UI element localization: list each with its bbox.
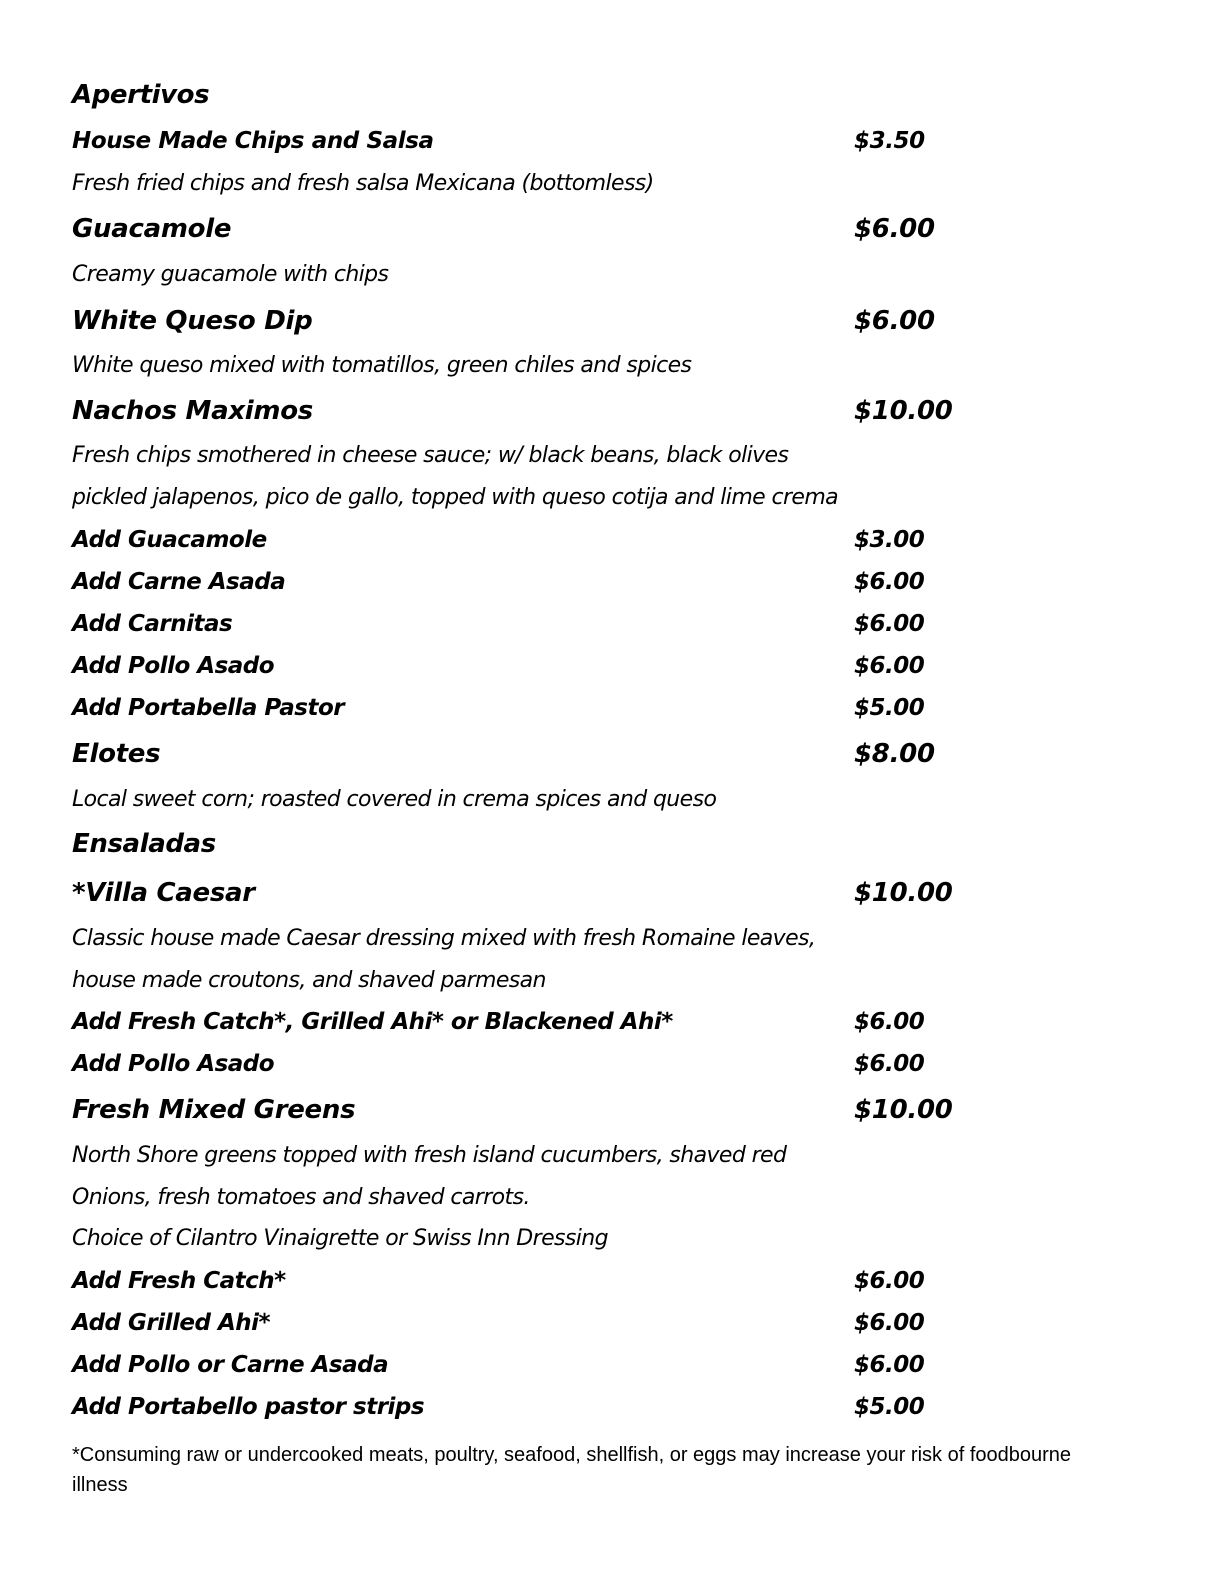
- item-description: Fresh chips smothered in cheese sauce; w/ black beans, black olives: [72, 443, 789, 468]
- addon-name: Add Portabello pastor strips: [72, 1394, 425, 1420]
- item-name: White Queso Dip: [72, 306, 313, 336]
- item-price: $10.00: [854, 1095, 953, 1125]
- item-price: $6.00: [854, 214, 935, 244]
- addon-name: Add Pollo Asado: [72, 1051, 275, 1077]
- addon-price: $6.00: [854, 1268, 925, 1294]
- item-price: $8.00: [854, 739, 935, 769]
- item-description: Classic house made Caesar dressing mixed with fresh Romaine leaves,: [72, 926, 816, 951]
- item-name: Guacamole: [72, 214, 232, 244]
- item-price: $10.00: [854, 396, 953, 426]
- addon-price: $5.00: [854, 1394, 925, 1420]
- addon-name: Add Fresh Catch*: [72, 1268, 286, 1294]
- addon-name: Add Carnitas: [72, 611, 233, 637]
- addon-price: $6.00: [854, 611, 925, 637]
- food-safety-footnote: *Consuming raw or undercooked meats, poultry, seafood, shellfish, or eggs may increase your risk of foodbourne illness: [72, 1444, 1072, 1496]
- addon-name: Add Fresh Catch*, Grilled Ahi* or Blackened Ahi*: [72, 1009, 673, 1035]
- addon-name: Add Pollo or Carne Asada: [72, 1352, 389, 1378]
- item-description: Local sweet corn; roasted covered in crema spices and queso: [72, 787, 717, 812]
- item-price: $10.00: [854, 878, 953, 908]
- addon-name: Add Grilled Ahi*: [72, 1310, 271, 1336]
- item-description: pickled jalapenos, pico de gallo, topped with queso cotija and lime crema: [72, 485, 839, 510]
- item-description: Creamy guacamole with chips: [72, 262, 389, 287]
- addon-name: Add Portabella Pastor: [72, 695, 345, 721]
- addon-price: $5.00: [854, 695, 925, 721]
- addon-price: $6.00: [854, 1051, 925, 1077]
- addon-price: $3.00: [854, 527, 925, 553]
- addon-name: Add Carne Asada: [72, 569, 286, 595]
- item-name: Fresh Mixed Greens: [72, 1095, 356, 1125]
- addon-price: $6.00: [854, 1009, 925, 1035]
- item-description: Choice of Cilantro Vinaigrette or Swiss Inn Dressing: [72, 1226, 608, 1251]
- item-description: North Shore greens topped with fresh island cucumbers, shaved red: [72, 1143, 787, 1168]
- item-name: *Villa Caesar: [72, 878, 255, 908]
- item-description: Onions, fresh tomatoes and shaved carrots.: [72, 1185, 530, 1210]
- addon-name: Add Pollo Asado: [72, 653, 275, 679]
- item-description: Fresh fried chips and fresh salsa Mexicana (bottomless): [72, 171, 654, 196]
- item-description: house made croutons, and shaved parmesan: [72, 968, 546, 993]
- section-title: Ensaladas: [72, 829, 216, 859]
- addon-price: $6.00: [854, 1310, 925, 1336]
- item-name: Nachos Maximos: [72, 396, 313, 426]
- item-price: $6.00: [854, 306, 935, 336]
- item-description: White queso mixed with tomatillos, green chiles and spices: [72, 353, 692, 378]
- addon-price: $6.00: [854, 569, 925, 595]
- addon-price: $6.00: [854, 1352, 925, 1378]
- item-name: Elotes: [72, 739, 161, 769]
- item-name: House Made Chips and Salsa: [72, 128, 434, 154]
- addon-price: $6.00: [854, 653, 925, 679]
- section-title: Apertivos: [72, 80, 210, 110]
- item-price: $3.50: [854, 128, 925, 154]
- addon-name: Add Guacamole: [72, 527, 267, 553]
